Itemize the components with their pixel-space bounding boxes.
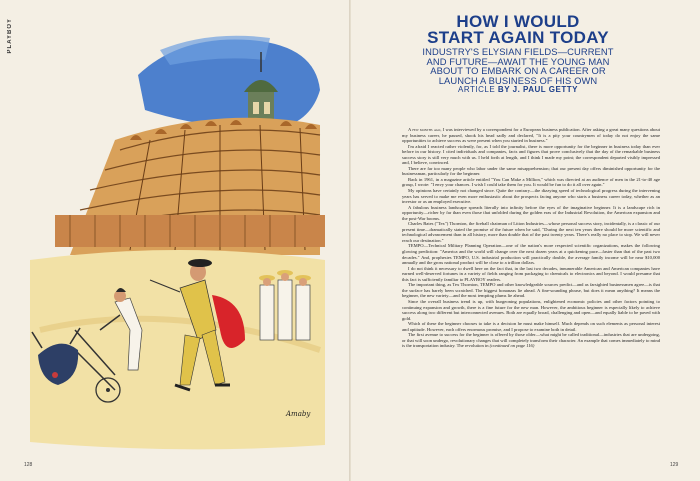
body-paragraph: The important thing, as Tex Thornton, TEMPO and other knowledgeable sources predict—and as farsighted businessmen agree—is that the surface has barely been scratched. The biggest bonanzas lie ahead. A fine-sounding phrase, but does it mean anything? It means the beginner, the new variety—and the most tempting plums lie ahead. [402, 282, 660, 299]
lead-in: A few months ago, [408, 127, 442, 132]
body-paragraph: Which of these the beginner chooses to take is a decision he must make himself. Much depends on such elements as personal interest and aptitude. However, each offers enormous promise, and I propose to examine both in detail. [402, 321, 660, 332]
left-page-number: 128 [24, 462, 33, 468]
page-gutter [349, 0, 351, 481]
deck-line-2: AND FUTURE—AWAIT THE YOUNG MAN [426, 55, 610, 67]
body-paragraph: A few months ago, I was interviewed by a correspondent for a European business publication. After asking a great many questions about my business career, he paused, shook his head sadly and declared, "It is a pity your countrymen of today do not enjoy the same opportunities to achieve success as were present when you started in business." [402, 127, 660, 144]
deck-line-1: INDUSTRY'S ELYSIAN FIELDS—CURRENT [422, 46, 614, 57]
magazine-folio: PLAYBOY [7, 18, 13, 54]
body-paragraph: Charles Bates ("Tex") Thornton, the fireball chairman of Litton Industries—whose personal success story, incidentally, is a classic of our present time—dramatically stated the promise of the future when he said, "During the next ten years there should be more scientific and technological advancement than in all history, more than double that of the past twenty years. There's really no place to stop. We will never reach our destination." [402, 221, 660, 243]
body-paragraph: My opinions have certainly not changed since. Quite the contrary—the dizzying speed of technological progress during the intervening years has served to make me even more enthusiastic about the prospects facing anyone who starts a business career today, whether as an investor or as an employed executive. [402, 188, 660, 205]
deck-line-3: ABOUT TO EMBARK ON A CAREER OR [430, 65, 606, 77]
byline-label: ARTICLE [458, 85, 496, 94]
body-paragraph: TEMPO—Technical Military Planning Operation—one of the nation's more respected scientific organizations, makes the following glowing prediction: "America and the world will change over the next dozen years at a quickening pace—faster than that of the past two decades." And, prophesies TEMPO, U.S. industrial production will practically double, the average family income will be near $10,000 annually and the gross national product will be close to a trillion dollars. [402, 243, 660, 266]
article-deck [398, 47, 638, 85]
article-byline [398, 85, 638, 94]
body-paragraph: I'm afraid I reacted rather violently, for, as I told the journalist, there is more opportunity for the beginner in business today than ever before in our history. I cited individuals and companies, facts and figures that prove conclusively that the day of the remarkable business success story is still very much with us. I held forth at length, and I think I made my point; the correspondent departed visibly impressed and, I believe, convinced. [402, 143, 660, 166]
body-paragraph: I do not think it necessary to dwell here on the fact that, in the last two decades, innumerable American and American companies have earned well-deserved fortunes in a variety of fields ranging from packaging to chemicals to electronics and beyond. I would presume that this fact is sufficiently familiar to PLAYBOY readers. [402, 265, 660, 282]
body-paragraph: Since the overall business trend is up, with burgeoning populations, enlightened economic policies and other factors pointing to continuing expansion and growth, there is a fine future for the new man. However, the ambitious beginner is especially likely to achieve success along two different but interconnected avenues. Both are equally broad, challenging and open—and equally liable to be paved with gold. [402, 298, 660, 321]
bullfight-illustration [20, 30, 345, 460]
byline-author: BY J. PAUL GETTY [497, 85, 578, 94]
body-paragraph: Back in 1961, in a magazine article entitled "You Can Make a Million," which was directed at an audience of men in the 21-to-40 age group, I wrote: "I envy your chances. I wish I could take them for you. It would be fun to do it all over again." [402, 176, 660, 188]
headline-line-2: START AGAIN TODAY [427, 28, 609, 47]
artist-signature: Amaby [286, 410, 311, 418]
article-headline [398, 14, 638, 46]
body-paragraph: There are far too many people who labor under the same misapprehension; that our present day offers diminished opportunity for the businessman, particularly for the beginner. [402, 165, 660, 177]
right-page-number: 129 [670, 462, 679, 468]
continued-note: (continued on page 116) [489, 343, 535, 349]
body-paragraph: The first avenue to success for the beginner is offered by those older—what might be called traditional—industries that are undergoing, or that will soon undergo, revolutionary changes that will completely transform their character. An example that comes immediately to mind is the transportation industry. The revolution in (continued on page 116) [402, 332, 660, 349]
deck-line-4: LAUNCH A BUSINESS OF HIS OWN [438, 74, 598, 86]
article-body [402, 127, 660, 462]
headline-line-1: HOW I WOULD [456, 12, 580, 31]
body-paragraph: A fabulous business landscape spreads literally into infinity before the eyes of the imaginative beginner. It is a landscape rich in opportunity—richer by far than even those that unfolded during the golden eras of the Industrial Revolution, the American expansion and the post-War booms. [402, 204, 660, 221]
